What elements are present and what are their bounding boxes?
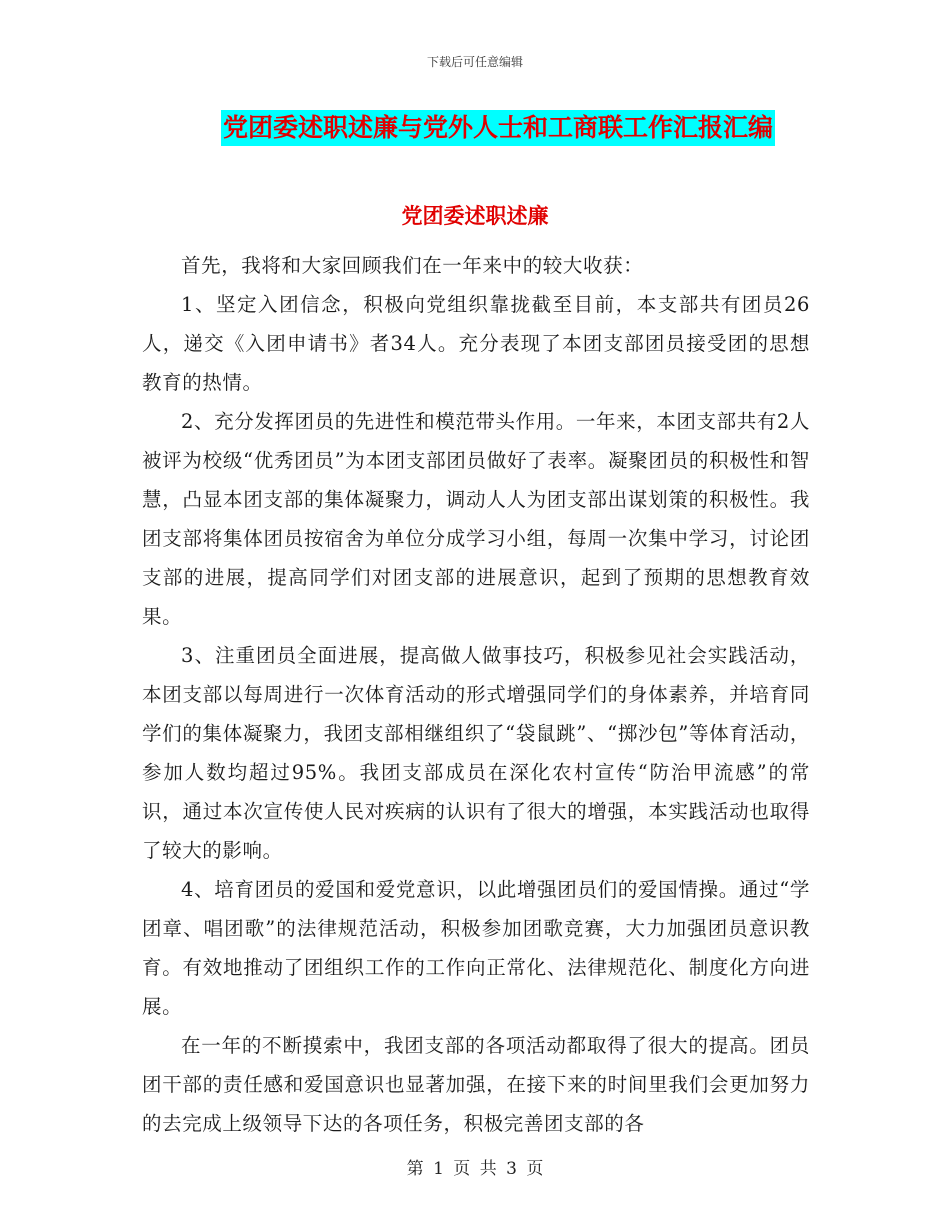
section-title: 党团委述职述廉 — [401, 204, 549, 228]
paragraph: 在一年的不断摸索中，我团支部的各项活动都取得了很大的提高。团员团干部的责任感和爱国意识也显著加强，在接下来的时间里我们会更加努力的去完成上级领导下达的各项任务，积极完善团支部的各 — [142, 1034, 810, 1135]
page-header-note: 下载后可任意编辑 — [426, 55, 523, 69]
document-body — [142, 246, 810, 1143]
paragraph: 3、注重团员全面进展，提高做人做事技巧，积极参见社会实践活动，本团支部以每周进行一次体育活动的形式增强同学们的身体素养，并培育同学们的集体凝聚力，我团支部相继组织了“袋鼠跳”、“掷沙包”等体育活动，参加人数均超过95%。我团支部成员在深化农村宣传“防治甲流感”的常识，通过本次宣传使人民对疾病的认识有了很大的增强，本实践活动也取得了较大的影响。 — [142, 644, 810, 862]
paragraph: 首先，我将和大家回顾我们在一年来中的较大收获： — [181, 254, 644, 277]
paragraph: 4、培育团员的爱国和爱党意识，以此增强团员们的爱国情操。通过“学团章、唱团歌”的法律规范活动，积极参加团歌竞赛，大力加强团员意识教育。有效地推动了团组织工作的工作向正常化、法律规范化、制度化方向进展。 — [142, 878, 810, 1018]
main-title: 党团委述职述廉与党外人士和工商联工作汇报汇编 — [221, 110, 775, 146]
paragraph: 1、坚定入团信念，积极向党组织靠拢截至目前，本支部共有团员26人，递交《入团申请书》者34人。充分表现了本团支部团员接受团的思想教育的热情。 — [142, 293, 810, 394]
main-title-container — [0, 110, 950, 146]
paragraph: 2、充分发挥团员的先进性和模范带头作用。一年来，本团支部共有2人被评为校级“优秀团员”为本团支部团员做好了表率。凝聚团员的积极性和智慧，凸显本团支部的集体凝聚力，调动人人为团支部出谋划策的积极性。我团支部将集体团员按宿舍为单位分成学习小组，每周一次集中学习，讨论团支部的进展，提高同学们对团支部的进展意识，起到了预期的思想教育效果。 — [142, 410, 811, 628]
page-number-footer: 第 1 页 共 3 页 — [406, 1159, 544, 1179]
